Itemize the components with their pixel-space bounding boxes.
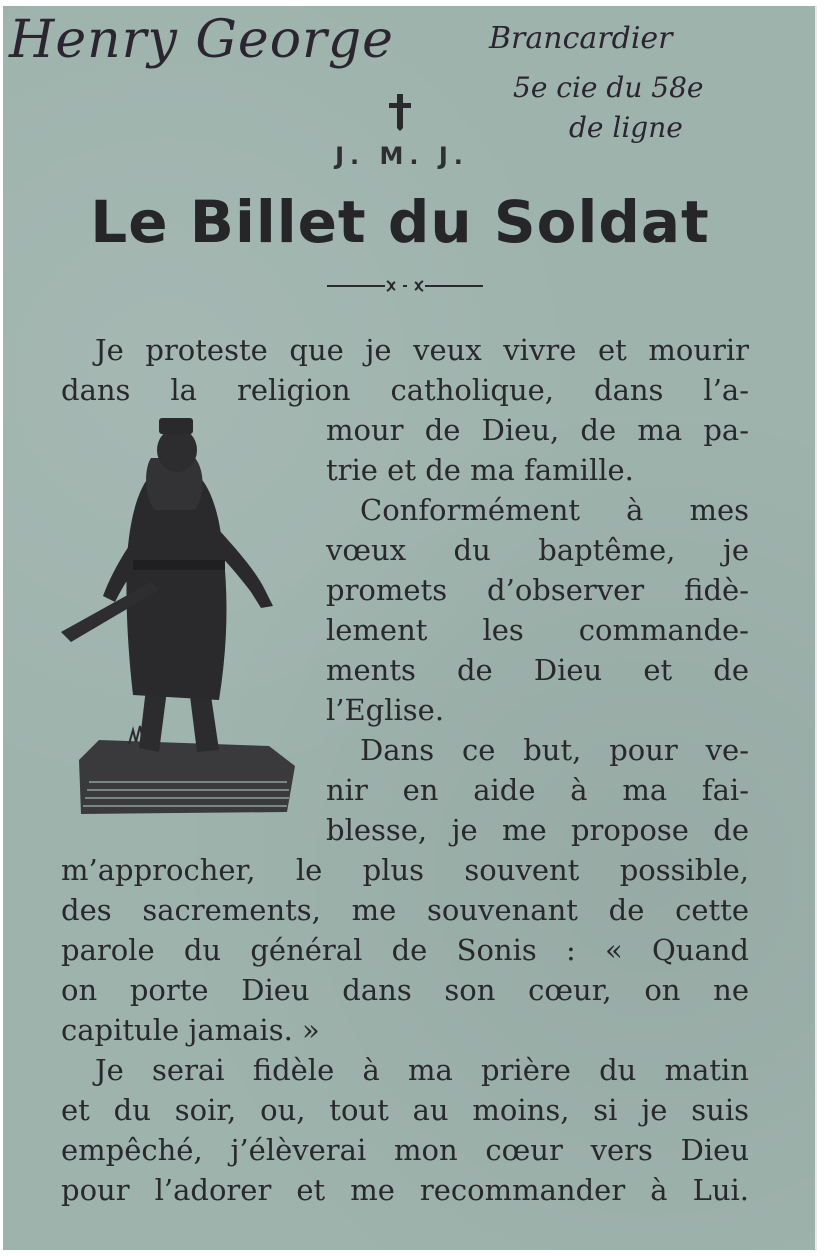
text-line: blesse, je me propose de [326, 813, 749, 847]
page-title: Le Billet du Soldat [90, 188, 710, 256]
text-line: Je proteste que je veux vivre et mourir [95, 333, 749, 367]
text-line: Dans ce but, pour ve- [360, 733, 749, 767]
divider-ornament [325, 278, 485, 294]
text-line: des sacrements, me souvenant de cette [61, 893, 749, 927]
text-line: dans la religion catholique, dans l’a- [61, 373, 749, 407]
text-line: parole du général de Sonis : « Quand [61, 933, 749, 967]
text-line: Conformément à mes [360, 493, 749, 527]
paragraph-3-full [61, 850, 749, 1050]
text-line: empêché, j’élèverai mon cœur vers Dieu [61, 1133, 749, 1167]
handwritten-name: Henry George [9, 10, 394, 70]
soldier-illustration [59, 410, 299, 822]
handwritten-regiment: de ligne [569, 111, 683, 144]
text-line: ments de Dieu et de [326, 653, 749, 687]
text-line: lement les commande- [326, 613, 749, 647]
text-line: vœux du baptême, je [326, 533, 749, 567]
text-line: l’Eglise. [326, 693, 445, 727]
handwritten-role: Brancardier [489, 21, 673, 56]
text-line: m’approcher, le plus souvent possible, [61, 853, 749, 887]
text-line: on porte Dieu dans son cœur, on ne [61, 973, 749, 1007]
prayer-card [3, 6, 817, 1250]
text-line: promets d’observer fidè- [326, 573, 749, 607]
paragraph-4 [61, 1050, 749, 1210]
paragraph-3-narrow [326, 730, 749, 850]
handwritten-company: 5e cie du 58e [513, 71, 704, 104]
text-line: et du soir, ou, tout au moins, si je suis [61, 1093, 749, 1127]
paragraph-1-narrow [326, 410, 749, 490]
text-line: pour l’adorer et me recommander à Lui. [61, 1173, 749, 1207]
text-line: trie et de ma famille. [326, 453, 634, 487]
cross-icon [386, 92, 414, 132]
text-line: mour de Dieu, de ma pa- [326, 413, 749, 447]
text-line: capitule jamais. » [61, 1013, 320, 1047]
text-line: Je serai fidèle à ma prière du matin [95, 1053, 749, 1087]
text-line: nir en aide à ma fai- [326, 773, 749, 807]
paragraph-1-full [61, 330, 749, 410]
paragraph-2 [326, 490, 749, 730]
monogram: J. M. J. [335, 142, 469, 170]
